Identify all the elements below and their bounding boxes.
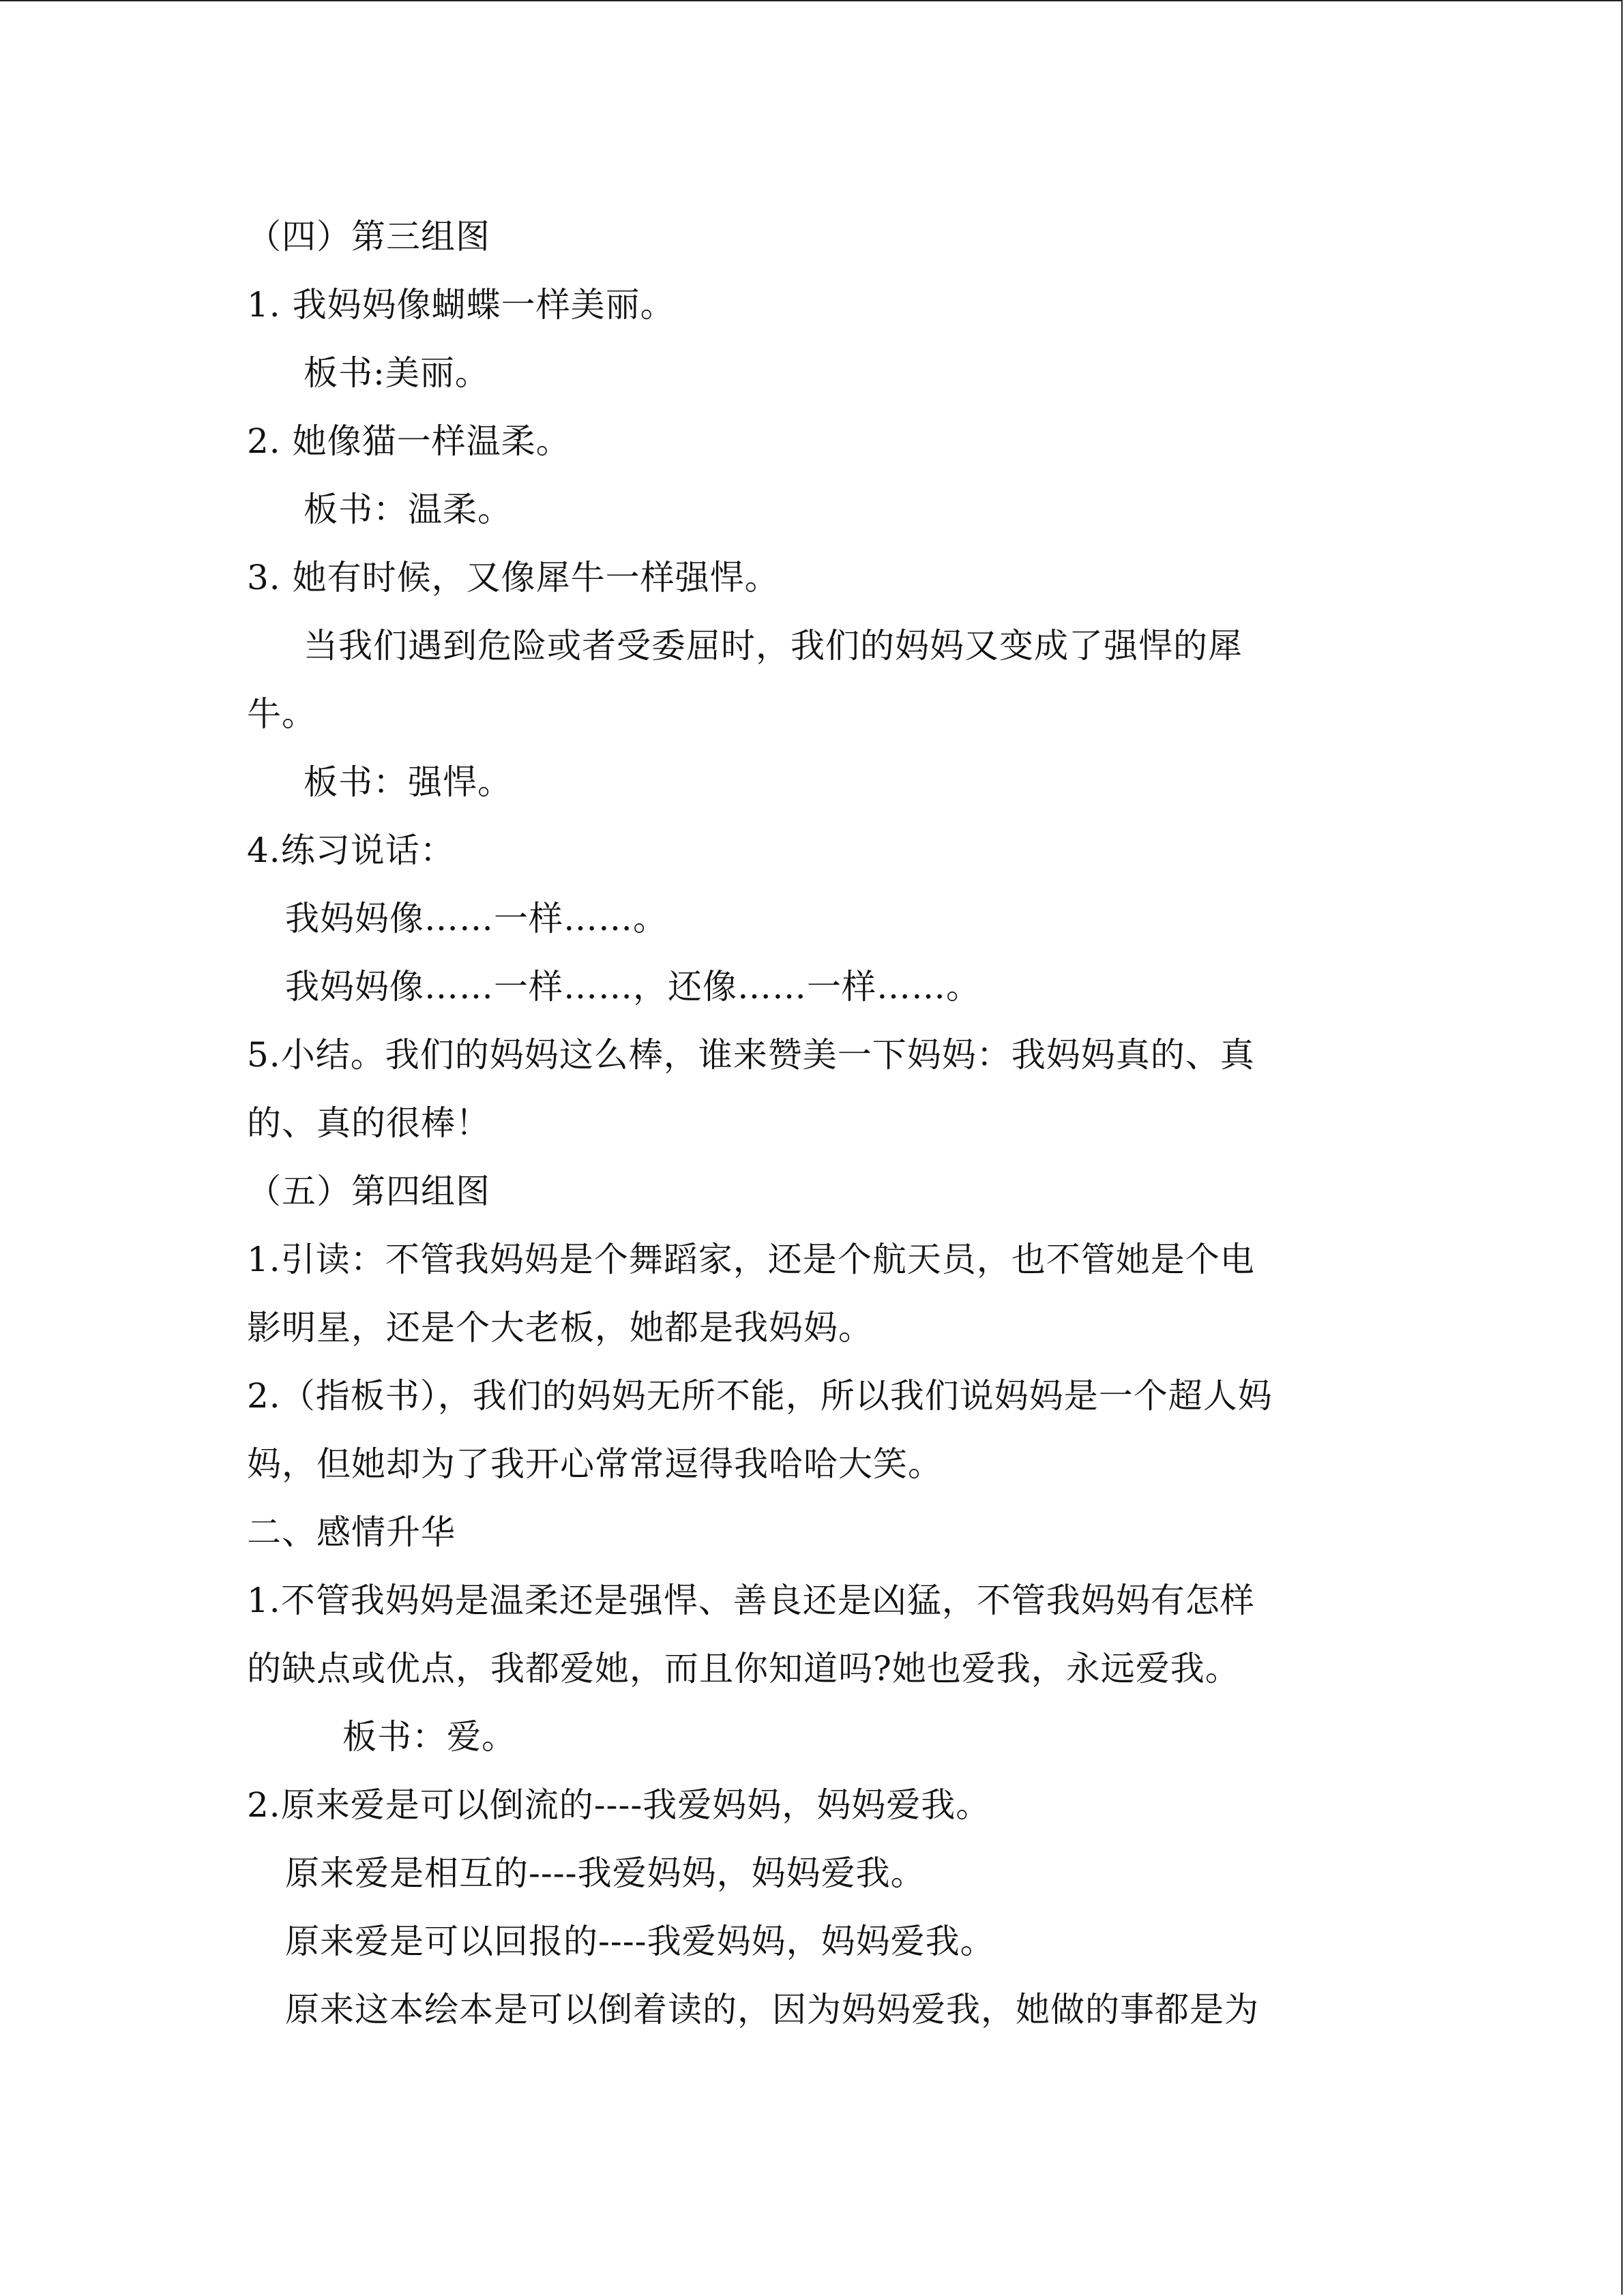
paragraph-line: 我妈妈像……一样……，还像……一样……。 — [285, 967, 981, 1007]
paragraph-line: 1. 我妈妈像蝴蝶一样美丽。 — [247, 285, 675, 325]
paragraph-line: 原来这本绘本是可以倒着读的，因为妈妈爱我，她做的事都是为 — [285, 1990, 1259, 2029]
paragraph-line: 1.不管我妈妈是温柔还是强悍、善良还是凶猛，不管我妈妈有怎样 — [247, 1581, 1255, 1620]
paragraph-line: 1.引读：不管我妈妈是个舞蹈家，还是个航天员，也不管她是个电 — [247, 1240, 1255, 1279]
paragraph-line: 2. 她像猫一样温柔。 — [247, 421, 571, 461]
paragraph-line: 2.原来爱是可以倒流的----我爱妈妈，妈妈爱我。 — [247, 1785, 991, 1825]
paragraph-line: 我妈妈像……一样……。 — [285, 899, 668, 938]
section-heading: （四）第三组图 — [247, 217, 490, 256]
paragraph-line: 原来爱是相互的----我爱妈妈，妈妈爱我。 — [285, 1853, 926, 1893]
paragraph-line: 4.练习说话： — [247, 831, 455, 870]
section-heading: 二、感情升华 — [247, 1512, 456, 1552]
paragraph-line: 板书:美丽。 — [304, 353, 490, 393]
section-heading: （五）第四组图 — [247, 1172, 490, 1211]
paragraph-line: 板书：温柔。 — [304, 490, 512, 529]
paragraph-line: 原来爱是可以回报的----我爱妈妈，妈妈爱我。 — [285, 1922, 995, 1961]
paragraph-line: 3. 她有时候，又像犀牛一样强悍。 — [247, 558, 780, 597]
paragraph-line: 妈，但她却为了我开心常常逗得我哈哈大笑。 — [247, 1444, 943, 1484]
paragraph-line: 当我们遇到危险或者受委屈时，我们的妈妈又变成了强悍的犀 — [304, 626, 1243, 666]
paragraph-line: 板书：强悍。 — [304, 762, 512, 802]
paragraph-line: 影明星，还是个大老板，她都是我妈妈。 — [247, 1308, 873, 1347]
paragraph-line: 5.小结。我们的妈妈这么棒，谁来赞美一下妈妈：我妈妈真的、真 — [247, 1035, 1255, 1075]
paragraph-line: 板书：爱。 — [342, 1717, 516, 1757]
paragraph-line: 的、真的很棒！ — [247, 1103, 490, 1143]
paragraph-line: 2.（指板书），我们的妈妈无所不能，所以我们说妈妈是一个超人妈 — [247, 1376, 1273, 1416]
paragraph-line: 牛。 — [247, 694, 316, 734]
paragraph-line: 的缺点或优点，我都爱她，而且你知道吗?她也爱我，永远爱我。 — [247, 1649, 1240, 1688]
